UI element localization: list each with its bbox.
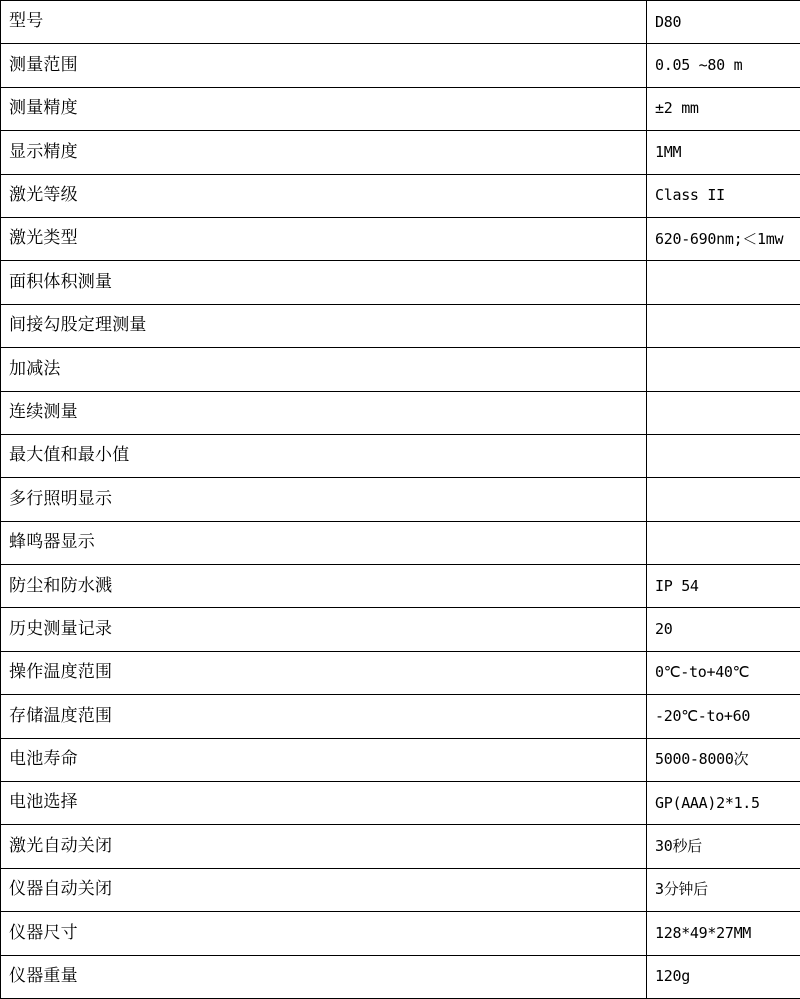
spec-value: 0.05 ~80 m [647, 44, 800, 87]
spec-label: 历史测量记录 [1, 608, 647, 651]
spec-label: 加减法 [1, 348, 647, 391]
spec-value: -20℃-to+60 [647, 695, 800, 738]
spec-label: 型号 [1, 1, 647, 44]
table-row [1, 174, 800, 217]
spec-label: 电池寿命 [1, 738, 647, 781]
table-row [1, 434, 800, 477]
table-row [1, 521, 800, 564]
spec-label: 激光自动关闭 [1, 825, 647, 868]
spec-label: 间接勾股定理测量 [1, 304, 647, 347]
table-row [1, 348, 800, 391]
spec-value [647, 261, 800, 304]
spec-value: IP 54 [647, 565, 800, 608]
spec-label: 电池选择 [1, 782, 647, 825]
table-row [1, 478, 800, 521]
spec-label: 多行照明显示 [1, 478, 647, 521]
spec-value: D80 [647, 1, 800, 44]
table-row [1, 261, 800, 304]
spec-value: 30秒后 [647, 825, 800, 868]
spec-label: 激光类型 [1, 217, 647, 260]
spec-value: 620-690nm;＜1mw [647, 217, 800, 260]
spec-value: 3分钟后 [647, 868, 800, 911]
spec-value: 20 [647, 608, 800, 651]
spec-label: 最大值和最小值 [1, 434, 647, 477]
spec-label: 测量范围 [1, 44, 647, 87]
spec-label: 存储温度范围 [1, 695, 647, 738]
spec-label: 防尘和防水溅 [1, 565, 647, 608]
spec-label: 仪器重量 [1, 955, 647, 998]
table-row [1, 44, 800, 87]
table-row [1, 912, 800, 955]
table-row [1, 738, 800, 781]
spec-label: 激光等级 [1, 174, 647, 217]
spec-value: ±2 mm [647, 87, 800, 130]
table-row [1, 87, 800, 130]
spec-value [647, 434, 800, 477]
spec-value [647, 521, 800, 564]
spec-value: 5000-8000次 [647, 738, 800, 781]
spec-value [647, 348, 800, 391]
spec-value: Class II [647, 174, 800, 217]
spec-value: 120g [647, 955, 800, 998]
spec-value [647, 391, 800, 434]
table-row [1, 131, 800, 174]
spec-value: GP(AAA)2*1.5 [647, 782, 800, 825]
spec-label: 显示精度 [1, 131, 647, 174]
spec-label: 测量精度 [1, 87, 647, 130]
table-row [1, 608, 800, 651]
spec-label: 面积体积测量 [1, 261, 647, 304]
table-row [1, 217, 800, 260]
specification-table-body [1, 1, 800, 999]
table-row [1, 391, 800, 434]
table-row [1, 1, 800, 44]
spec-value [647, 478, 800, 521]
table-row [1, 825, 800, 868]
spec-label: 蜂鸣器显示 [1, 521, 647, 564]
table-row [1, 868, 800, 911]
table-row [1, 304, 800, 347]
table-row [1, 695, 800, 738]
spec-value [647, 304, 800, 347]
spec-label: 连续测量 [1, 391, 647, 434]
spec-label: 仪器自动关闭 [1, 868, 647, 911]
table-row [1, 565, 800, 608]
spec-label: 仪器尺寸 [1, 912, 647, 955]
spec-value: 0℃-to+40℃ [647, 651, 800, 694]
table-row [1, 651, 800, 694]
spec-label: 操作温度范围 [1, 651, 647, 694]
spec-value: 128*49*27MM [647, 912, 800, 955]
table-row [1, 782, 800, 825]
spec-value: 1MM [647, 131, 800, 174]
